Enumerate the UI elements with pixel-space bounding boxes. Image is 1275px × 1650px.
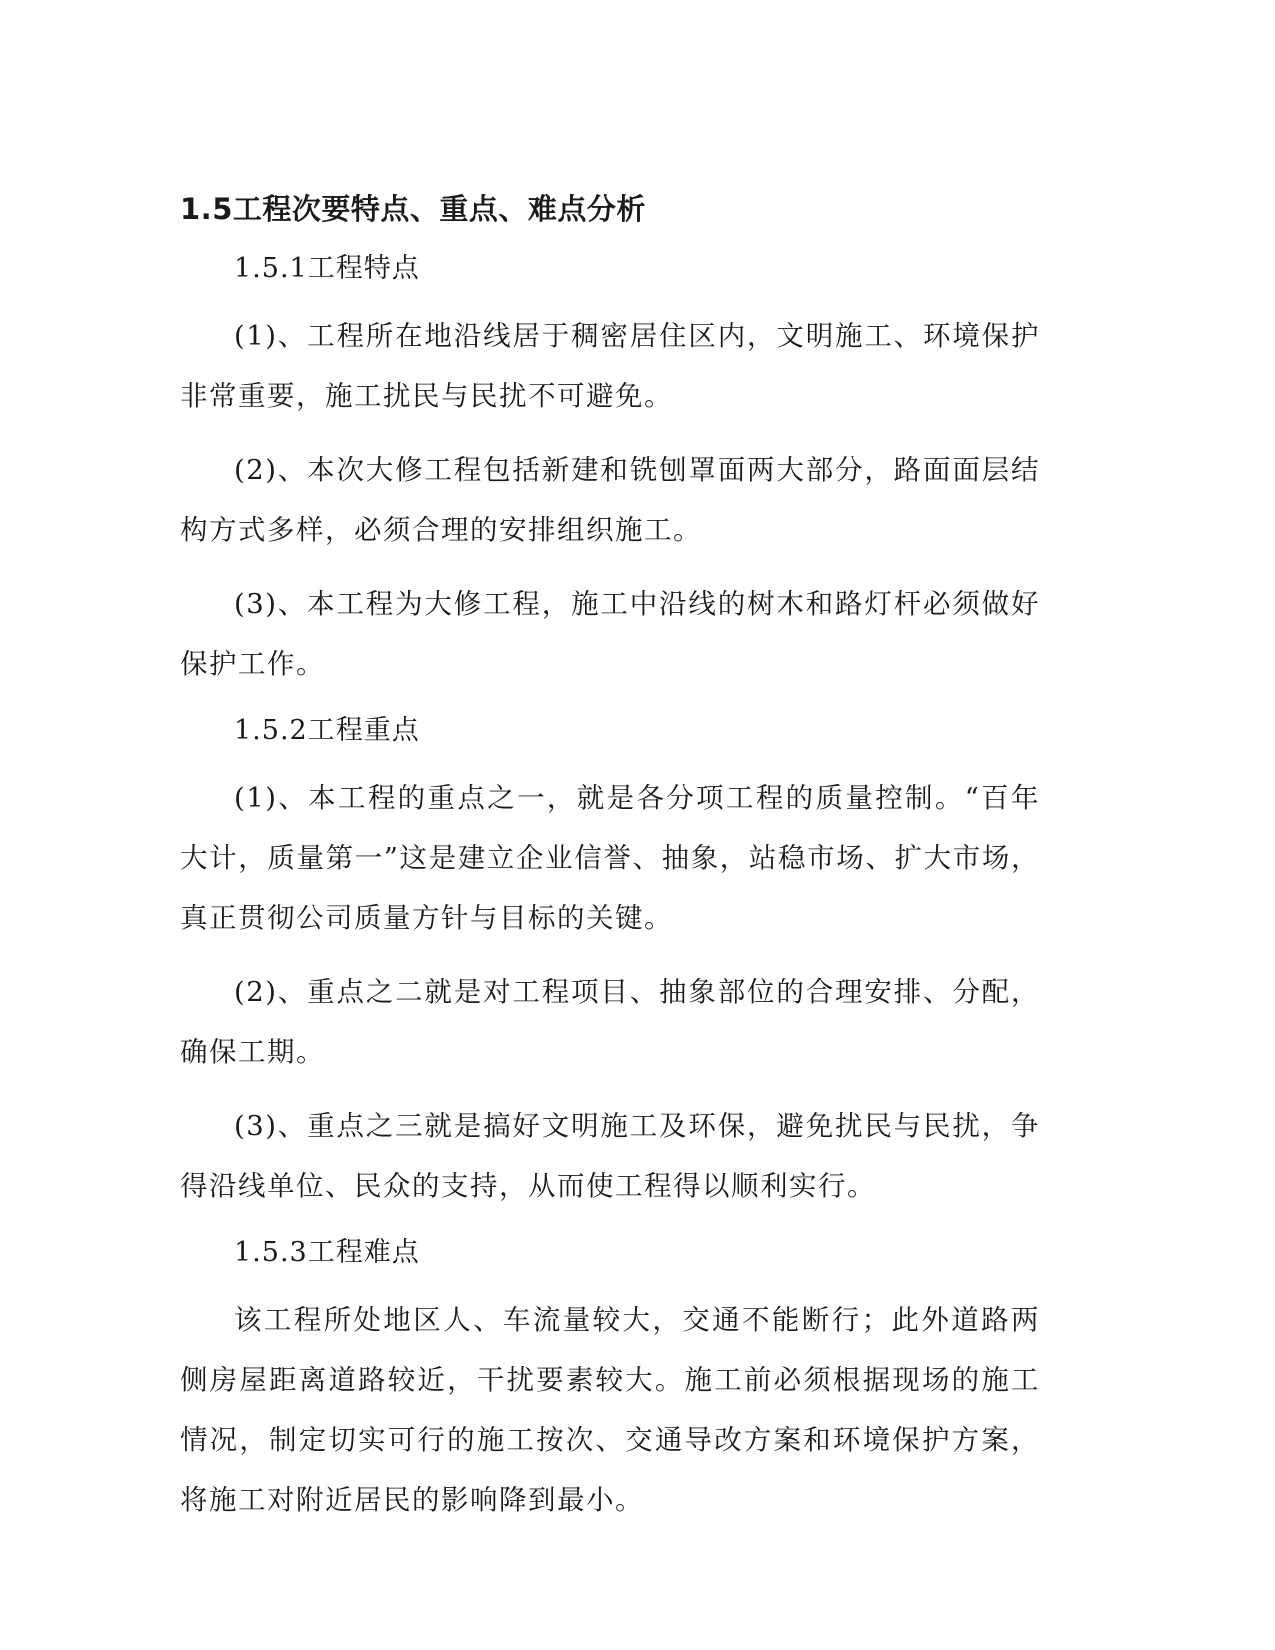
key-point-paragraph-1: (1)、本工程的重点之一，就是各分项工程的质量控制。“百年大计，质量第一”这是建立企业信誉、抽象，站稳市场、扩大市场，真正贯彻公司质量方针与目标的关键。 <box>180 782 1040 934</box>
subsection-heading-key-points: 1.5.2工程重点 <box>234 715 420 746</box>
subsection-heading-features: 1.5.1工程特点 <box>234 253 420 284</box>
subsection-heading-difficulties: 1.5.3工程难点 <box>234 1237 420 1268</box>
feature-paragraph-3: (3)、本工程为大修工程，施工中沿线的树木和路灯杆必须做好保护工作。 <box>180 588 1040 680</box>
feature-paragraph-2: (2)、本次大修工程包括新建和铣刨罩面两大部分，路面面层结构方式多样，必须合理的安排组织施工。 <box>180 454 1040 546</box>
document-body <box>180 186 1040 1530</box>
section-title: 1.5工程次要特点、重点、难点分析 <box>180 192 646 226</box>
key-point-paragraph-3: (3)、重点之三就是搞好文明施工及环保，避免扰民与民扰，争得沿线单位、民众的支持，从而使工程得以顺利实行。 <box>180 1110 1040 1202</box>
key-point-paragraph-2: (2)、重点之二就是对工程项目、抽象部位的合理安排、分配，确保工期。 <box>180 976 1040 1068</box>
difficulties-paragraph: 该工程所处地区人、车流量较大，交通不能断行；此外道路两侧房屋距离道路较近，干扰要素较大。施工前必须根据现场的施工情况，制定切实可行的施工按次、交通导改方案和环境保护方案，将施工对附近居民的影响降到最小。 <box>180 1304 1040 1516</box>
feature-paragraph-1: (1)、工程所在地沿线居于稠密居住区内，文明施工、环境保护非常重要，施工扰民与民扰不可避免。 <box>180 320 1040 412</box>
